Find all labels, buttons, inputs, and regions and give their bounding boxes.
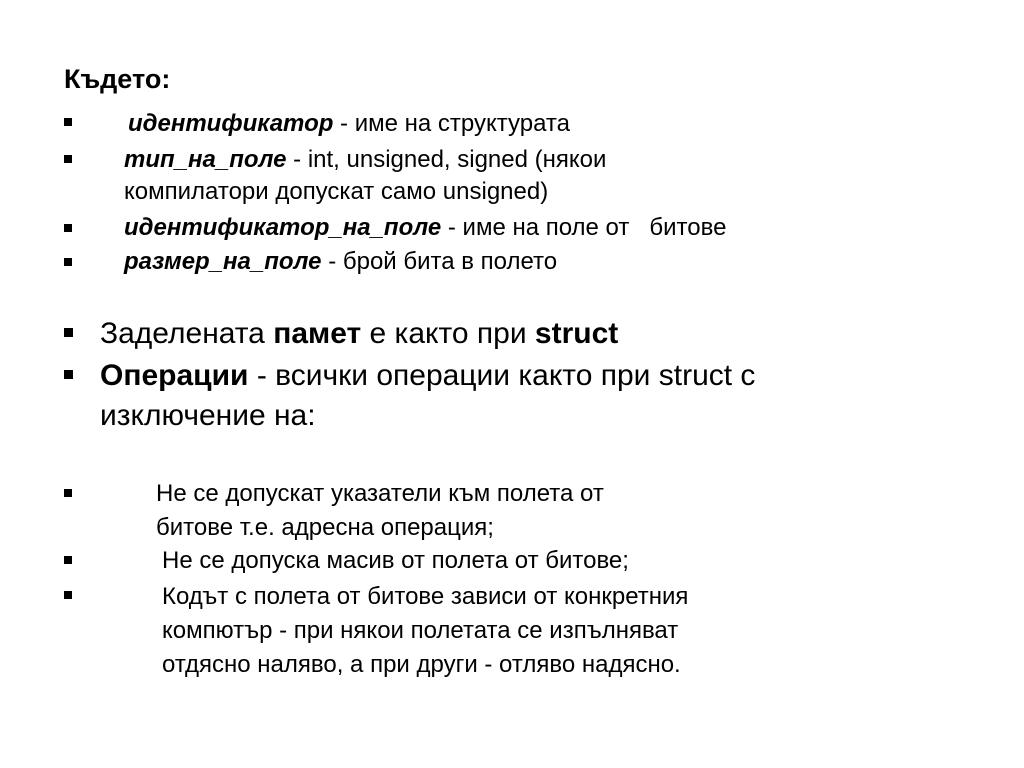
exception-item: Не се допуска масив от полета от битове; — [162, 547, 629, 574]
exception-item-continued: битове т.е. адресна операция; — [156, 514, 494, 541]
bullet-icon — [64, 155, 72, 163]
operations-point — [100, 358, 755, 394]
definition-desc: - int, unsigned, signed (някои — [286, 146, 607, 173]
definition-term: идентификатор_на_поле — [124, 214, 442, 241]
definition-item — [128, 108, 570, 140]
memory-keyword: памет — [273, 317, 362, 350]
bullet-icon — [64, 118, 72, 126]
definition-desc: - име на структурата — [333, 110, 570, 137]
definition-desc-continued: компилатори допускат само unsigned) — [124, 178, 549, 205]
definition-item — [124, 144, 606, 176]
bullet-icon — [64, 591, 72, 599]
heading: Където: — [64, 64, 171, 94]
memory-text-pre: Заделената — [100, 317, 274, 350]
definition-item — [124, 246, 557, 278]
definition-term: идентификатор — [128, 110, 334, 137]
bullet-icon — [64, 224, 72, 232]
definition-item — [124, 212, 726, 244]
exception-item: Не се допускат указатели към полета от — [156, 480, 604, 507]
bullet-icon — [64, 370, 73, 379]
bullet-icon — [64, 258, 72, 266]
exception-item-continued: отдясно наляво, а при други - отляво надясно. — [162, 651, 681, 678]
memory-point — [100, 316, 618, 352]
exception-item: Кодът с полета от битове зависи от конкретния — [162, 583, 689, 610]
operations-keyword: Операции — [100, 359, 249, 392]
struct-keyword: struct — [534, 317, 619, 350]
bullet-icon — [64, 489, 72, 497]
definition-term: тип_на_поле — [124, 146, 287, 173]
exception-item-continued: компютър - при някои полетата се изпълняват — [162, 617, 679, 644]
bullet-icon — [64, 328, 73, 337]
operations-text-continued: изключение на: — [100, 399, 316, 432]
operations-text: - всички операции както при struct с — [248, 359, 756, 392]
definition-desc: - име на поле от битове — [441, 214, 727, 241]
definition-desc: - брой бита в полето — [321, 248, 558, 275]
definition-term: размер_на_поле — [124, 248, 322, 275]
memory-text-mid: е както при — [361, 317, 535, 350]
bullet-icon — [64, 556, 72, 564]
